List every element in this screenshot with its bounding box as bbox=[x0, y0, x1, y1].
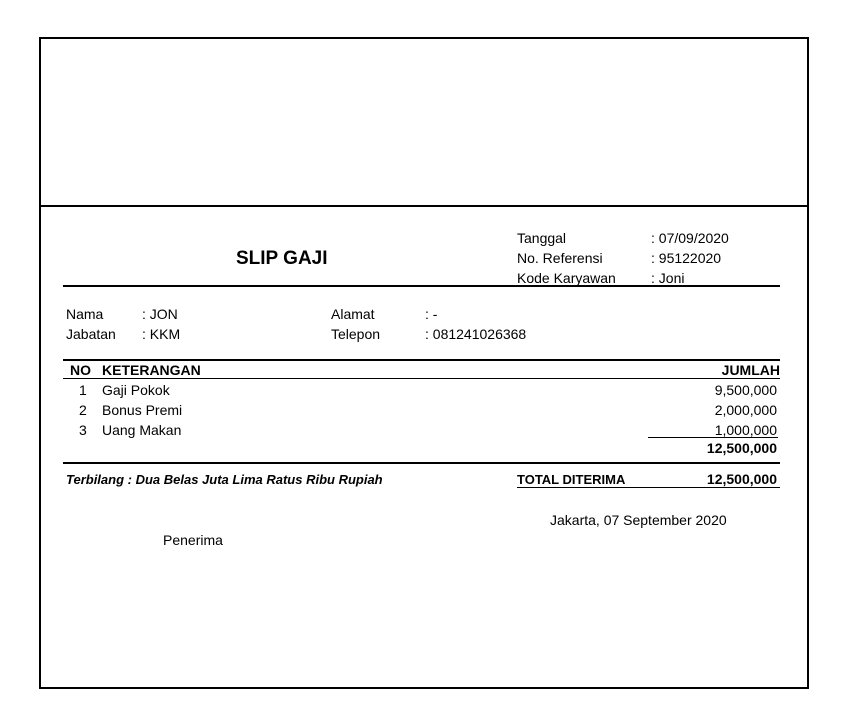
total-underline bbox=[517, 487, 780, 488]
total-diterima-value: 12,500,000 bbox=[706, 471, 777, 487]
nama-label: Nama bbox=[66, 306, 104, 322]
referensi-label: No. Referensi bbox=[517, 250, 603, 266]
penerima-label: Penerima bbox=[163, 532, 223, 548]
tanggal-value: : 07/09/2020 bbox=[651, 230, 729, 246]
kode-karyawan-label: Kode Karyawan bbox=[517, 270, 616, 286]
place-date: Jakarta, 07 September 2020 bbox=[550, 512, 727, 528]
table-row-3-no: 3 bbox=[79, 422, 87, 438]
table-row-1-jumlah: 9,500,000 bbox=[714, 382, 777, 398]
telepon-label: Telepon bbox=[331, 326, 381, 342]
table-row-1-keterangan: Gaji Pokok bbox=[102, 382, 170, 398]
table-row-2-jumlah: 2,000,000 bbox=[714, 402, 777, 418]
col-header-jumlah: JUMLAH bbox=[721, 362, 780, 378]
header-divider bbox=[39, 205, 807, 207]
table-top-border bbox=[63, 359, 780, 361]
nama-value: : JON bbox=[142, 306, 178, 322]
alamat-value: : - bbox=[425, 306, 438, 322]
table-row-2-keterangan: Bonus Premi bbox=[102, 402, 183, 418]
table-row-3-keterangan: Uang Makan bbox=[102, 422, 182, 438]
table-row-2-no: 2 bbox=[79, 402, 87, 418]
table-row-3-jumlah: 1,000,000 bbox=[714, 422, 777, 438]
jabatan-label: Jabatan bbox=[66, 326, 116, 342]
kode-karyawan-value: : Joni bbox=[651, 270, 685, 286]
page-title: SLIP GAJI bbox=[236, 248, 328, 269]
referensi-value: : 95122020 bbox=[651, 250, 722, 266]
telepon-value: : 081241026368 bbox=[425, 326, 527, 342]
table-row-1-no: 1 bbox=[79, 382, 87, 398]
table-bottom-border bbox=[63, 462, 780, 464]
table-header-underline bbox=[63, 378, 780, 379]
col-header-no: NO bbox=[70, 362, 91, 378]
col-header-keterangan: KETERANGAN bbox=[102, 362, 201, 378]
total-diterima-label: TOTAL DITERIMA bbox=[517, 472, 626, 487]
alamat-label: Alamat bbox=[331, 306, 375, 322]
subtotal-value: 12,500,000 bbox=[706, 440, 777, 456]
subtotal-line bbox=[648, 437, 778, 438]
header-meta-underline bbox=[63, 285, 780, 287]
jabatan-value: : KKM bbox=[142, 326, 181, 342]
tanggal-label: Tanggal bbox=[517, 230, 567, 246]
terbilang-text: Terbilang : Dua Belas Juta Lima Ratus Ribu Rupiah bbox=[66, 472, 383, 487]
